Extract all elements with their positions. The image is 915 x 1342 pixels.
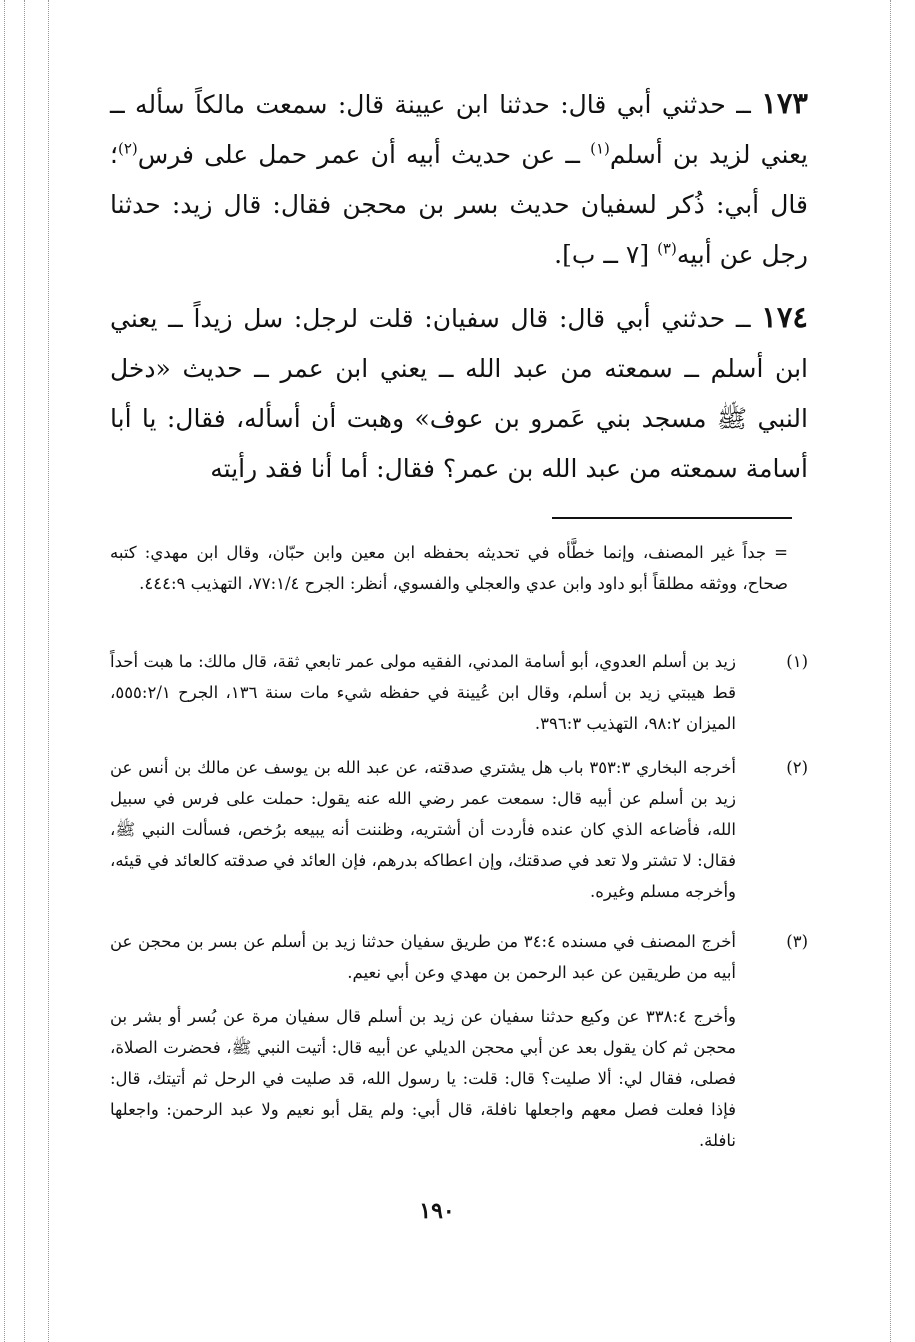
margin-guide: [4, 0, 5, 1342]
footnote-ref: (٢): [117, 139, 138, 158]
footnote-3: [110, 926, 736, 988]
hadith-text: ــ حدثني أبي قال: قال سفيان: قلت لرجل: سل زيداً ــ يعني ابن أسلم ــ سمعته من عبد الله ــ يعني ابن عمر ــ حديث «دخل النبي ﷺ مسجد بني عَمرو بن عوف» وهبت أن أسأله، فقال: يا أبا أسامة سمعته من عبد الله بن عمر؟ فقال: أما أنا فقد رأيته: [110, 304, 808, 483]
footnote-text: = جداً غير المصنف، وإنما خطَّأه في تحديثه بحفظه ابن معين وابن حبّان، وقال ابن مهدي: كتبه صحاح، ووثقه مطلقاً أبو داود وابن عدي والعجلي والفسوي، أنظر: الجرح ٧٧:١/٤، التهذيب ٤٤٤:٩.: [110, 543, 788, 593]
hadith-text: ــ عن حديث أبيه أن عمر حمل على فرس: [137, 140, 591, 169]
hadith-174-paragraph: [110, 292, 808, 494]
hadith-number: ١٧٣: [761, 86, 808, 120]
margin-guide: [48, 0, 49, 1342]
footnote-ref: (٣): [657, 239, 677, 258]
footnote-marker: (٣): [786, 932, 808, 951]
footnote-ref: (١): [590, 139, 610, 158]
footnote-3-continuation: [110, 1001, 736, 1156]
footnote-text: وأخرج ٣٣٨:٤ عن وكيع حدثنا سفيان عن زيد بن أسلم قال سفيان مرة عن بُسر أو بشر بن محجن ثم كان يقول بعد عن أبي محجن الديلي عن أبيه قال: أتيت النبي ﷺ، فحضرت الصلاة، فصلى، فقال لي: ألا صليت؟ قال: قلت: يا رسول الله، قد صليت في الرحل ثم أتيتك، قال: فإذا فعلت فصل معهم واجعلها نافلة، قال أبي: ولم يقل أبو نعيم ولا عبد الرحمن: واجعلها نافلة.: [110, 1007, 736, 1150]
footnote-marker: (٢): [786, 758, 808, 777]
margin-guide: [24, 0, 25, 1342]
hadith-number: ١٧٤: [761, 300, 808, 334]
hadith-173-paragraph: [110, 78, 808, 280]
page-number: ١٩٠: [419, 1198, 455, 1224]
footnote-text: زيد بن أسلم العدوي، أبو أسامة المدني، الفقيه مولى عمر تابعي ثقة، قال مالك: ما هبت أحداً قط هيبتي زيد بن أسلم، وقال ابن عُيينة في حفظه شيء مات سنة ١٣٦، الجرح ٥٥٥:٢/١، الميزان ٩٨:٢، التهذيب ٣٩٦:٣.: [110, 652, 736, 733]
hadith-text: ؛ قال أبي: ذُكر لسفيان حديث بسر بن محجن فقال: قال زيد: حدثنا رجل عن أبيه: [110, 140, 808, 269]
hadith-text: [٧ ــ ب].: [554, 240, 658, 269]
footnote-text: أخرج المصنف في مسنده ٣٤:٤ من طريق سفيان حدثنا زيد بن أسلم عن بسر بن محجن عن أبيه من طريقين عن عبد الرحمن بن مهدي وعن أبي نعيم.: [110, 932, 736, 982]
footnote-marker: (١): [786, 652, 808, 671]
footnote-text: أخرجه البخاري ٣٥٣:٣ باب هل يشتري صدقته، عن عبد الله بن يوسف عن مالك بن أنس عن زيد بن أسلم عن أبيه قال: سمعت عمر رضي الله عنه يقول: حملت على فرس في سبيل الله، فأضاعه الذي كان عنده فأردت أن أشتريه، وظننت أنه يبيعه برُخص، فسألت النبي ﷺ، فقال: لا تشتر ولا تعد في صدقتك، وإن اعطاكه بدرهم، فإن العائد في صدقته كالعائد في قيئه، وأخرجه مسلم وغيره.: [110, 758, 736, 901]
footnote-separator: [552, 517, 792, 519]
hadith-text: ــ حدثني أبي قال: حدثنا ابن عيينة قال: سمعت مالكاً سأله ــ يعني لزيد بن أسلم: [110, 90, 809, 169]
footnote-continuation: [110, 537, 788, 599]
footnote-1: [110, 646, 736, 739]
margin-guide: [890, 0, 891, 1342]
footnote-2: [110, 752, 736, 907]
